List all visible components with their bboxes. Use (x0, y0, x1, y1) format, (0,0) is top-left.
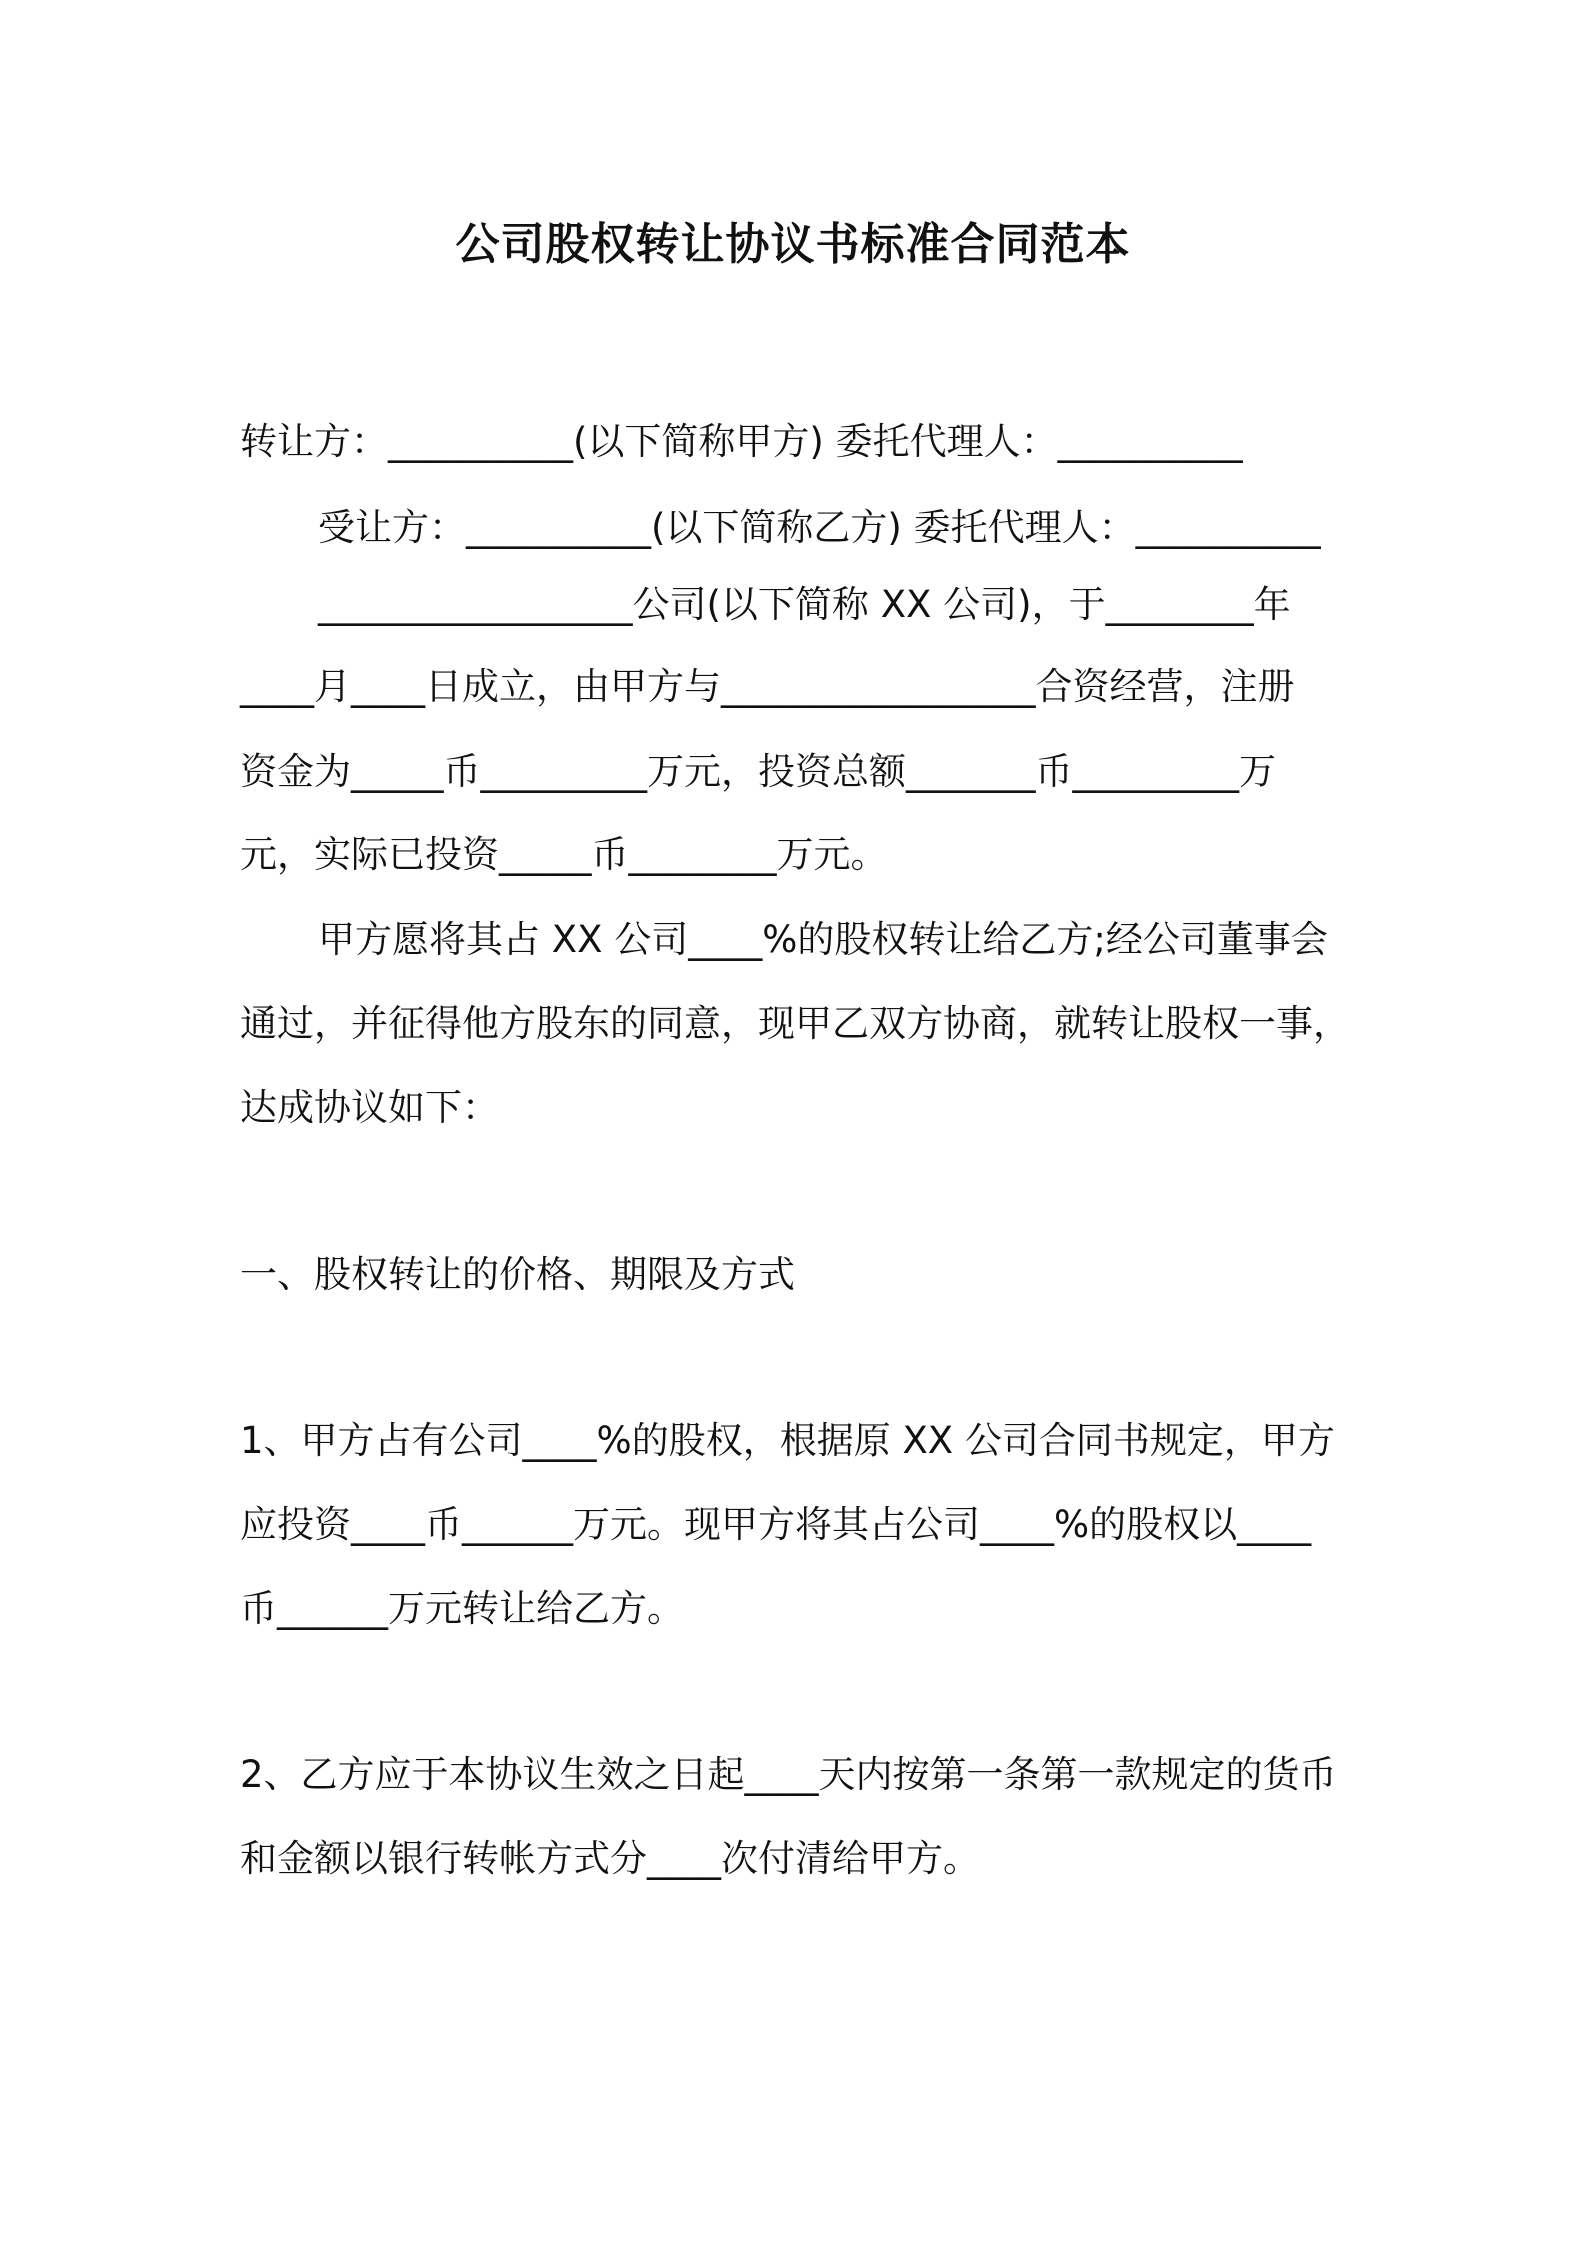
transferee-line: 受让方：__________(以下简称乙方) 委托代理人：__________ (318, 506, 1321, 549)
paragraph-line-1: _________________公司(以下简称 XX 公司)，于________年 (318, 583, 1291, 626)
paragraph-line-6: 通过，并征得他方股东的同意，现甲乙双方协商，就转让股权一事， (240, 1002, 1350, 1045)
clause-2-line-1: 2、乙方应于本协议生效之日起____天内按第一条第一款规定的货币 (240, 1753, 1337, 1796)
paragraph-line-7: 达成协议如下： (240, 1086, 499, 1129)
paragraph-line-2: ____月____日成立，由甲方与_________________合资经营，注册 (240, 665, 1295, 708)
paragraph-line-3: 资金为_____币_________万元，投资总额_______币_________万 (240, 750, 1276, 793)
clause-1-line-2: 应投资____币______万元。现甲方将其占公司____%的股权以____ (240, 1503, 1312, 1546)
section-heading-1: 一、股权转让的价格、期限及方式 (240, 1253, 795, 1296)
transferor-line: 转让方：__________(以下简称甲方) 委托代理人：__________ (240, 420, 1243, 463)
clause-1-line-1: 1、甲方占有公司____%的股权，根据原 XX 公司合同书规定，甲方 (240, 1419, 1335, 1462)
clause-2-line-2: 和金额以银行转帐方式分____次付清给甲方。 (240, 1837, 980, 1880)
clause-1-line-3: 币______万元转让给乙方。 (240, 1587, 684, 1630)
document-title: 公司股权转让协议书标准合同范本 (455, 219, 1131, 270)
paragraph-line-4: 元，实际已投资_____币________万元。 (240, 833, 888, 876)
paragraph-line-5: 甲方愿将其占 XX 公司____%的股权转让给乙方;经公司董事会 (318, 918, 1328, 961)
